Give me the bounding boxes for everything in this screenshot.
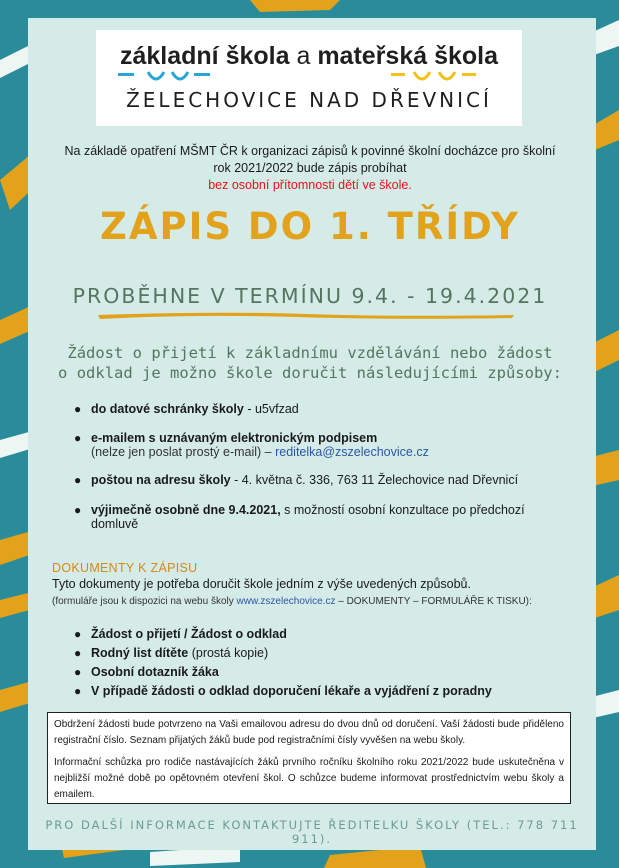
logo-zakladni-skola: základní škola bbox=[119, 42, 290, 70]
method-label: do datové schránky školy bbox=[91, 402, 244, 416]
documents-text: Tyto dokumenty je potřeba doručit škole jedním z výše uvedených způsobů. bbox=[52, 577, 471, 591]
bullet-icon: ● bbox=[74, 473, 82, 487]
bullet-icon: ● bbox=[74, 431, 82, 445]
bullet-icon: ● bbox=[74, 627, 82, 641]
logo-location: ŽELECHOVICE NAD DŘEVNICÍ bbox=[126, 88, 492, 112]
document-name: Osobní dotazník žáka bbox=[91, 665, 219, 679]
date-range-heading: PROBĚHNE V TERMÍNU 9.4. - 19.4.2021 bbox=[72, 284, 548, 308]
intro-line: Na základě opatření MŠMT ČR k organizaci zápisů k povinné školní docházce pro školní bbox=[64, 144, 556, 158]
delivery-methods-list bbox=[74, 402, 525, 539]
request-line: o odklad je možno škole doručit následujícími způsoby: bbox=[58, 364, 562, 382]
documents-note-text: (formuláře jsou k dispozici na webu školy bbox=[52, 596, 237, 607]
logo-school-name bbox=[96, 42, 522, 71]
footer-contact: PRO DALŠÍ INFORMACE KONTAKTUJTE ŘEDITELKU ŠKOLY (TEL.: 778 711 911). bbox=[45, 818, 579, 846]
request-line: Žádost o přijetí k základnímu vzdělávání nebo žádost bbox=[67, 344, 553, 362]
document-name: Žádost o přijetí / Žádost o odklad bbox=[91, 627, 287, 641]
logo-materska-skola: mateřská škola bbox=[317, 42, 499, 70]
intro-line: rok 2021/2022 bude zápis probíhat bbox=[213, 161, 407, 175]
bullet-icon: ● bbox=[74, 646, 82, 660]
method-detail: - u5vfzad bbox=[243, 402, 299, 416]
method-label: poštou na adresu školy bbox=[91, 473, 231, 487]
info-box bbox=[47, 712, 571, 804]
method-detail: s možností osobní konzultace po předchozí bbox=[280, 503, 525, 517]
document-name: Rodný list dítěte bbox=[91, 646, 189, 660]
logo-smile-icon bbox=[96, 70, 522, 90]
document-name: V případě žádosti o odklad doporučení lékaře a vyjádření z poradny bbox=[91, 684, 492, 698]
list-item bbox=[74, 503, 525, 539]
method-label: e-mailem s uznávaným elektronickým podpisem bbox=[91, 431, 378, 445]
list-item bbox=[74, 431, 525, 473]
bullet-icon: ● bbox=[74, 503, 82, 517]
headline: ZÁPIS DO 1. TŘÍDY bbox=[100, 205, 520, 248]
method-label: výjimečně osobně dne 9.4.2021, bbox=[91, 503, 281, 517]
info-paragraph: Obdržení žádosti bude potvrzeno na Vaši emailovou adresu do dvou dnů od doručení. Vaší žádosti bude přiděleno registrační číslo. Seznam přijatých žáků bude pod registračními čísly vyvěšen na webu školy. bbox=[54, 719, 564, 746]
bullet-icon: ● bbox=[74, 402, 82, 416]
document-detail: (prostá kopie) bbox=[188, 646, 269, 660]
documents-note bbox=[52, 596, 532, 607]
intro-text bbox=[48, 143, 572, 194]
school-email-link[interactable]: reditelka@zszelechovice.cz bbox=[275, 445, 429, 459]
documents-note-text: – DOKUMENTY – FORMULÁŘE K TISKU): bbox=[335, 596, 532, 607]
bullet-icon: ● bbox=[74, 684, 82, 698]
info-paragraph: Informační schůzka pro rodiče nastávajících žáků prvního ročníku školního roku 2021/2022 bude uskutečněna v nejbližší možné době po opětovném otevření škol. O schůzce budeme informovat prostřednictvím webu školy a emailem. bbox=[54, 757, 564, 800]
request-text bbox=[40, 343, 580, 383]
list-item bbox=[74, 644, 492, 663]
school-website-link[interactable]: www.zszelechovice.cz bbox=[236, 596, 336, 607]
logo-conjunction: a bbox=[296, 42, 311, 70]
list-item bbox=[74, 663, 492, 682]
list-item bbox=[74, 402, 525, 431]
gold-underline-decoration bbox=[96, 309, 516, 321]
list-item bbox=[74, 625, 492, 644]
school-logo bbox=[96, 30, 522, 126]
bullet-icon: ● bbox=[74, 665, 82, 679]
intro-highlight: bez osobní přítomnosti dětí ve škole. bbox=[208, 178, 412, 192]
documents-heading: DOKUMENTY K ZÁPISU bbox=[52, 561, 198, 575]
method-detail: domluvě bbox=[91, 517, 139, 531]
method-detail: - 4. května č. 336, 763 11 Želechovice nad Dřevnicí bbox=[230, 473, 519, 487]
documents-list bbox=[74, 625, 492, 701]
method-note: (nelze jen poslat prostý e-mail) – bbox=[91, 445, 276, 459]
list-item bbox=[74, 682, 492, 701]
list-item bbox=[74, 473, 525, 503]
